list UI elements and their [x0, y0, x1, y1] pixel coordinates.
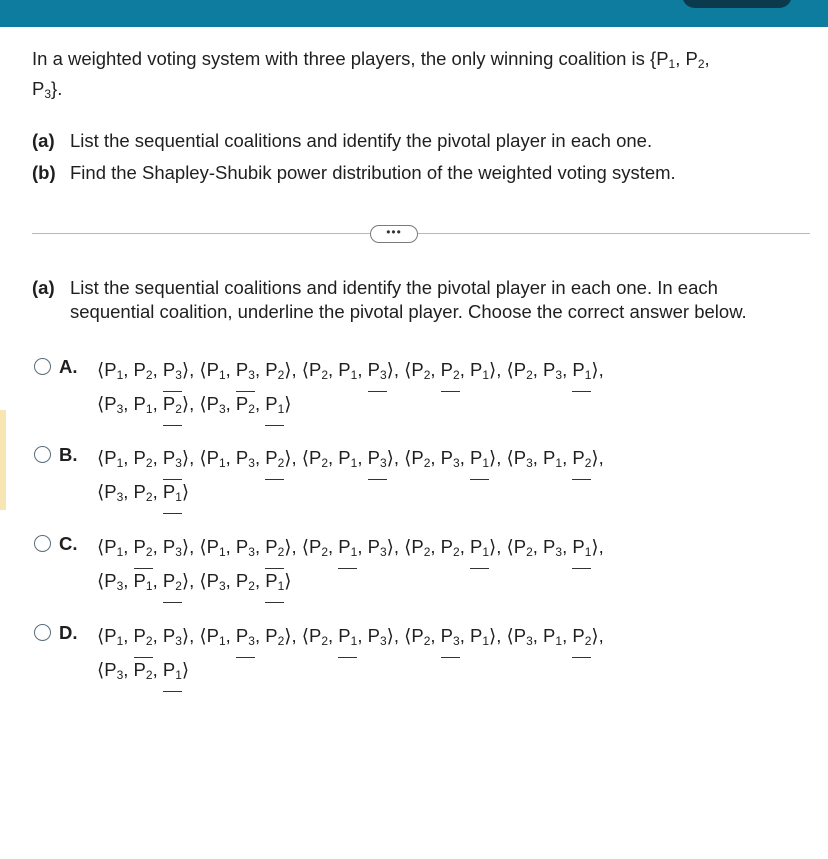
sequential-coalition: $⟨P_2$, $P_2$, $P_1⟩$	[404, 359, 496, 380]
pivotal-player: $P_1$	[470, 530, 489, 564]
player: $P_3$	[440, 447, 460, 470]
sequential-coalition: $⟨P_1$, $P_3$, $P_2⟩$	[199, 359, 291, 380]
option-content: $⟨P_1$, $P_2$, $P_3⟩$, $⟨P_1$, $P_3$, $P_2⟩$, $⟨P_2$, $P_1$, $P_3⟩$, $⟨P_2$, $P_3$, $P_1⟩$, $⟨P_3$, $P_1$, $P_2⟩$, $⟨P_3$, $P_2$, $P_1⟩$	[97, 441, 604, 509]
sequential-coalition: $⟨P_1$, $P_3$, $P_2⟩$	[199, 536, 291, 557]
part-b	[32, 157, 676, 189]
player: $P_1$	[206, 536, 226, 559]
sequential-coalition: $⟨P_2$, $P_1$, $P_3⟩$	[302, 625, 394, 646]
question-stem: In a weighted voting system with three players, the only winning coalition is {$P_1$, $P_2$, $P_3$}.	[32, 48, 710, 101]
option-b[interactable]	[34, 441, 774, 509]
part-text: List the sequential coalitions and identify the pivotal player in each one.	[70, 130, 653, 151]
sequential-coalition: $⟨P_3$, $P_2$, $P_1⟩$	[97, 659, 189, 680]
player: $P_2$	[440, 536, 460, 559]
option-letter: D.	[59, 622, 78, 643]
pivotal-player: $P_2$	[134, 530, 153, 564]
player: $P_1$	[206, 447, 226, 470]
player: $P_2$	[308, 359, 328, 382]
player: $P_2$	[513, 359, 533, 382]
pivotal-player: $P_1$	[338, 619, 357, 653]
pivotal-player: $P_1$	[572, 530, 591, 564]
sequential-coalition: $⟨P_1$, $P_2$, $P_3⟩$	[97, 536, 189, 557]
pivotal-player: $P_3$	[163, 441, 182, 475]
sequential-coalition: $⟨P_2$, $P_1$, $P_3⟩$	[302, 447, 394, 468]
player: $P_3$	[104, 393, 124, 416]
sequential-coalition: $⟨P_1$, $P_2$, $P_3⟩$	[97, 359, 189, 380]
player: $P_1$	[206, 625, 226, 648]
pivotal-player: $P_2$	[265, 441, 284, 475]
player: $P_1$	[543, 447, 563, 470]
sequential-coalition: $⟨P_2$, $P_3$, $P_1⟩$	[507, 536, 599, 557]
pivotal-player: $P_2$	[163, 564, 182, 598]
sequential-coalition: $⟨P_2$, $P_1$, $P_3⟩$	[302, 359, 394, 380]
player: $P_1$	[104, 536, 124, 559]
pivotal-player: $P_1$	[163, 653, 182, 687]
pivotal-player: $P_1$	[470, 441, 489, 475]
pivotal-player: $P_2$	[134, 619, 153, 653]
divider	[32, 233, 810, 234]
pivotal-player: $P_1$	[572, 353, 591, 387]
radio-button[interactable]	[34, 535, 51, 552]
player: $P_3$	[513, 447, 533, 470]
part-label: (b)	[32, 162, 56, 183]
player: $P_3$	[543, 536, 563, 559]
option-a[interactable]	[34, 353, 774, 421]
radio-button[interactable]	[34, 446, 51, 463]
option-letter: A.	[59, 356, 78, 377]
option-letter: C.	[59, 533, 78, 554]
sequential-coalition: $⟨P_1$, $P_2$, $P_3⟩$	[97, 625, 189, 646]
player: $P_3$	[104, 659, 124, 682]
player: $P_2$	[133, 481, 153, 504]
sequential-coalition: $⟨P_2$, $P_2$, $P_1⟩$	[404, 536, 496, 557]
expand-more-button[interactable]: •••	[370, 225, 418, 243]
pivotal-player: $P_1$	[265, 564, 284, 598]
pivotal-player: $P_3$	[368, 441, 387, 475]
player: $P_2$	[308, 447, 328, 470]
pivotal-player: $P_1$	[265, 387, 284, 421]
option-d[interactable]	[34, 619, 774, 687]
player: $P_2$	[133, 659, 153, 682]
sequential-coalition: $⟨P_3$, $P_2$, $P_1⟩$	[199, 393, 291, 414]
player: $P_3$	[206, 570, 226, 593]
sequential-coalition: $⟨P_3$, $P_2$, $P_1⟩$	[97, 481, 189, 502]
player: $P_2$	[411, 625, 431, 648]
pivotal-player: $P_1$	[338, 530, 357, 564]
player: $P_3$	[543, 359, 563, 382]
question-label: (a)	[32, 277, 55, 298]
sequential-coalition: $⟨P_2$, $P_3$, $P_1⟩$	[507, 359, 599, 380]
player: $P_1$	[338, 359, 358, 382]
pivotal-player: $P_3$	[236, 619, 255, 653]
player: $P_3$	[104, 570, 124, 593]
player: $P_1$	[104, 625, 124, 648]
option-content: $⟨P_1$, $P_2$, $P_3⟩$, $⟨P_1$, $P_3$, $P_2⟩$, $⟨P_2$, $P_1$, $P_3⟩$, $⟨P_2$, $P_3$, $P_1⟩$, $⟨P_3$, $P_1$, $P_2⟩$, $⟨P_3$, $P_2$, $P_1⟩$	[97, 619, 604, 687]
sequential-coalition: $⟨P_1$, $P_3$, $P_2⟩$	[199, 625, 291, 646]
option-c[interactable]	[34, 530, 774, 598]
pivotal-player: $P_2$	[572, 441, 591, 475]
radio-button[interactable]	[34, 624, 51, 641]
side-accent	[0, 410, 6, 510]
player: $P_3$	[367, 536, 387, 559]
player: $P_1$	[133, 570, 153, 593]
pivotal-player: $P_2$	[572, 619, 591, 653]
pivotal-player: $P_2$	[163, 387, 182, 421]
question-text: List the sequential coalitions and identify the pivotal player in each one. In each sequential coalition, underline the pivotal player. Choose the correct answer below.	[70, 277, 747, 322]
option-content: $⟨P_1$, $P_2$, $P_3⟩$, $⟨P_1$, $P_3$, $P_2⟩$, $⟨P_2$, $P_1$, $P_3⟩$, $⟨P_2$, $P_2$, $P_1⟩$, $⟨P_2$, $P_3$, $P_1⟩$, $⟨P_3$, $P_1$, $P_2⟩$, $⟨P_3$, $P_2$, $P_1⟩$	[97, 530, 604, 598]
player: $P_1$	[206, 359, 226, 382]
player: $P_3$	[235, 536, 255, 559]
player: $P_2$	[308, 625, 328, 648]
sequential-coalition: $⟨P_2$, $P_3$, $P_1⟩$	[404, 447, 496, 468]
radio-button[interactable]	[34, 358, 51, 375]
player: $P_1$	[104, 447, 124, 470]
top-bar-button[interactable]	[682, 0, 792, 8]
player: $P_3$	[367, 625, 387, 648]
pivotal-player: $P_1$	[163, 475, 182, 509]
player: $P_1$	[338, 447, 358, 470]
question-parts	[32, 125, 676, 189]
part-a	[32, 125, 676, 157]
sequential-coalition: $⟨P_3$, $P_2$, $P_1⟩$	[199, 570, 291, 591]
player: $P_2$	[133, 447, 153, 470]
player: $P_3$	[235, 447, 255, 470]
player: $P_3$	[162, 625, 182, 648]
pivotal-player: $P_3$	[441, 619, 460, 653]
sub-question	[32, 276, 802, 324]
player: $P_1$	[469, 625, 489, 648]
pivotal-player: $P_3$	[163, 353, 182, 387]
pivotal-player: $P_2$	[265, 530, 284, 564]
player: $P_1$	[543, 625, 563, 648]
player: $P_3$	[162, 536, 182, 559]
part-text: Find the Shapley-Shubik power distribution of the weighted voting system.	[70, 162, 676, 183]
player: $P_2$	[235, 570, 255, 593]
top-bar	[0, 0, 828, 27]
player: $P_2$	[265, 625, 285, 648]
part-label: (a)	[32, 130, 55, 151]
player: $P_2$	[513, 536, 533, 559]
player: $P_3$	[206, 393, 226, 416]
player: $P_2$	[133, 359, 153, 382]
player: $P_3$	[104, 481, 124, 504]
player: $P_2$	[411, 359, 431, 382]
player: $P_1$	[469, 359, 489, 382]
sequential-coalition: $⟨P_3$, $P_1$, $P_2⟩$	[507, 447, 599, 468]
player: $P_2$	[235, 393, 255, 416]
player: $P_2$	[265, 359, 285, 382]
player: $P_2$	[308, 536, 328, 559]
sequential-coalition: $⟨P_1$, $P_3$, $P_2⟩$	[199, 447, 291, 468]
player: $P_2$	[411, 536, 431, 559]
sequential-coalition: $⟨P_3$, $P_1$, $P_2⟩$	[97, 570, 189, 591]
sequential-coalition: $⟨P_2$, $P_1$, $P_3⟩$	[302, 536, 394, 557]
sequential-coalition: $⟨P_1$, $P_2$, $P_3⟩$	[97, 447, 189, 468]
option-content: $⟨P_1$, $P_2$, $P_3⟩$, $⟨P_1$, $P_3$, $P_2⟩$, $⟨P_2$, $P_1$, $P_3⟩$, $⟨P_2$, $P_2$, $P_1⟩$, $⟨P_2$, $P_3$, $P_1⟩$, $⟨P_3$, $P_1$, $P_2⟩$, $⟨P_3$, $P_2$, $P_1⟩$	[97, 353, 604, 421]
player: $P_3$	[513, 625, 533, 648]
pivotal-player: $P_3$	[236, 353, 255, 387]
player: $P_2$	[411, 447, 431, 470]
pivotal-player: $P_3$	[368, 353, 387, 387]
sequential-coalition: $⟨P_2$, $P_3$, $P_1⟩$	[404, 625, 496, 646]
sequential-coalition: $⟨P_3$, $P_1$, $P_2⟩$	[507, 625, 599, 646]
player: $P_1$	[133, 393, 153, 416]
option-letter: B.	[59, 444, 78, 465]
pivotal-player: $P_2$	[441, 353, 460, 387]
sequential-coalition: $⟨P_3$, $P_1$, $P_2⟩$	[97, 393, 189, 414]
player: $P_1$	[104, 359, 124, 382]
